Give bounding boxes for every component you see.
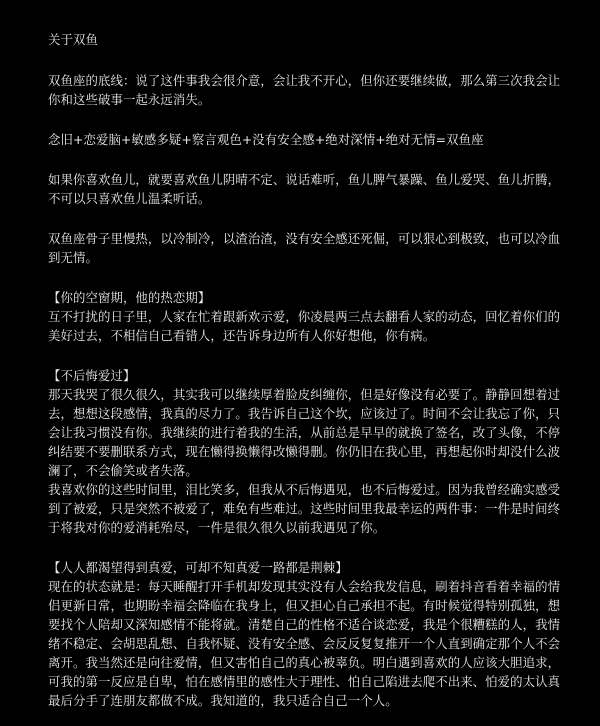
section-heading-2: 【不后悔爱过】 [48,368,136,383]
intro-paragraph-2: 念旧+恋爱脑+敏感多疑+察言观色+没有安全感+绝对深情+绝对无情=双鱼座 [48,132,484,147]
intro-paragraph-1: 双鱼座的底线：说了这件事我会很介意，会让我不开心，但你还要继续做，那么第三次我会让你和这些破事一起永远消失。 [48,73,561,107]
intro-paragraph-3: 如果你喜欢鱼儿，就要喜欢鱼儿阴晴不定、说话难听，鱼儿脾气暴躁、鱼儿爱哭、鱼儿折腾，不可以只喜欢鱼儿温柔听话。 [48,172,561,206]
section-3-paragraph-1: 现在的状态就是：每天睡醒打开手机却发现其实没有人会给我发信息，刷着抖音看着幸福的情侣更新日常，也期盼幸福会降临在我身上，但又担心自己承担不起。有时候觉得特别孤独，想要找个人陪却又深知感情不能将就。清楚自己的性格不适合谈恋爱，我是个很糟糕的人，我情绪不稳定、会胡思乱想、自我怀疑、没有安全感、会反反复复推开一个人直到确定那个人不会离开。我当然还是向往爱情，但又害怕自己的真心被辜负。明白遇到喜欢的人应该大胆追求，可我的第一反应是自卑，怕在感情里的感性大于理性、怕自己陷进去爬不出来、怕爱的太认真最后分手了连朋友都做不成。我知道的，我只适合自己一个人。 [48,579,561,708]
section-2-paragraph-1: 那天我哭了很久很久，其实我可以继续厚着脸皮纠缠你，但是好像没有必要了。静静回想着过去，想想这段感情，我真的尽力了。我告诉自己这个坎，应该过了。时间不会让我忘了你，只会让我习惯没有你。我继续的进行着我的生活，从前总是早早的就换了签名，改了头像，不停纠结要不要删联系方式，现在懒得换懒得改懒得删。你仍旧在我心里，再想起你时却没什么波澜了，不会偷笑或者失落。 [48,387,561,478]
section-2-paragraph-2: 我喜欢你的这些时间里，泪比笑多，但我从不后悔遇见，也不后悔爱过。因为我曾经确实感受到了被爱，只是突然不被爱了，难免有些难过。这些时间里我最幸运的两件事：一件是时间终于将我对你的爱消耗殆尽，一件是很久很久以前我遇见了你。 [48,482,561,535]
article [48,30,568,710]
article-title: 关于双鱼 [48,32,98,47]
section-1-paragraph-1: 互不打扰的日子里，人家在忙着跟新欢示爱，你凌晨两三点去翻看人家的动态，回忆着你们的美好过去，不相信自己看错人，还告诉身边所有人你好想他，你有病。 [48,309,561,343]
section-heading-3: 【人人都渴望得到真爱，可却不知真爱一路都是荆棘】 [48,560,348,575]
intro-paragraph-4: 双鱼座骨子里慢热，以冷制冷，以渣治渣，没有安全感还死倔，可以狠心到极致，也可以冷血到无情。 [48,231,561,265]
section-heading-1: 【你的空窗期，他的热恋期】 [48,290,211,305]
